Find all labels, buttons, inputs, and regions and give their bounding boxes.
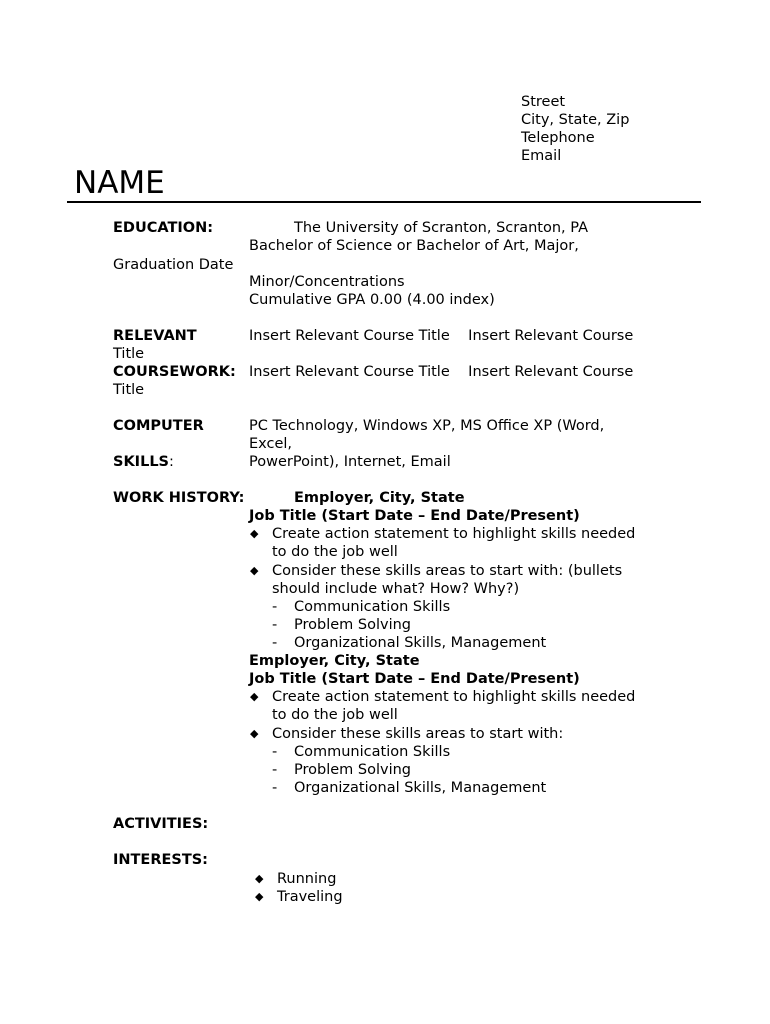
bullet-diamond-icon: ◆: [250, 727, 259, 740]
bullet-diamond-icon: ◆: [250, 690, 259, 703]
bullet-diamond-icon: ◆: [255, 890, 264, 903]
bullet-diamond-icon: ◆: [250, 564, 259, 577]
skills-line-1: PC Technology, Windows XP, MS Office XP (Word,: [249, 418, 605, 434]
job-1-sub-3: Organizational Skills, Management: [294, 635, 547, 651]
job-2-employer: Employer, City, State: [249, 653, 420, 669]
activities-heading: ACTIVITIES:: [113, 816, 209, 832]
contact-email: Email: [521, 148, 562, 164]
contact-city: City, State, Zip: [521, 112, 630, 128]
job-1-employer: Employer, City, State: [294, 490, 465, 506]
job-2-title: Job Title (Start Date – End Date/Present): [249, 671, 580, 687]
skills-heading-2-colon: :: [169, 454, 174, 470]
coursework-heading-1: RELEVANT: [113, 328, 197, 344]
dash-marker: -: [272, 780, 278, 796]
resume-name: NAME: [74, 165, 165, 201]
skills-heading-2: [113, 453, 174, 471]
interests-heading: INTERESTS:: [113, 852, 208, 868]
job-2-bullet-2-line-1: Consider these skills areas to start with:: [272, 726, 564, 742]
interest-item: Traveling: [277, 889, 343, 905]
education-gpa: Cumulative GPA 0.00 (4.00 index): [249, 292, 495, 308]
coursework-row-1: Insert Relevant Course Title Insert Relevant Course: [249, 328, 634, 344]
job-1-bullet-2-line-2: should include what? How? Why?): [272, 581, 520, 597]
job-1-bullet-2-line-1: Consider these skills areas to start with: (bullets: [272, 563, 623, 579]
dash-marker: -: [272, 617, 278, 633]
coursework-row-2-wrap: Title: [113, 382, 145, 398]
job-2-bullet-1-line-1: Create action statement to highlight skills needed: [272, 689, 636, 705]
dash-marker: -: [272, 762, 278, 778]
job-2-bullet-1-line-2: to do the job well: [272, 707, 398, 723]
education-degree: Bachelor of Science or Bachelor of Art, Major,: [249, 238, 579, 254]
job-1-title: Job Title (Start Date – End Date/Present): [249, 508, 580, 524]
work-heading: WORK HISTORY:: [113, 490, 245, 506]
skills-heading-2-text: SKILLS: [113, 454, 169, 470]
bullet-diamond-icon: ◆: [255, 872, 264, 885]
skills-line-2: Excel,: [249, 436, 293, 452]
coursework-heading-2: COURSEWORK:: [113, 364, 236, 380]
job-1-bullet-1-line-2: to do the job well: [272, 544, 398, 560]
dash-marker: -: [272, 744, 278, 760]
contact-street: Street: [521, 94, 566, 110]
education-graduation: Graduation Date: [113, 257, 234, 273]
contact-telephone: Telephone: [521, 130, 595, 146]
job-1-sub-1: Communication Skills: [294, 599, 451, 615]
education-minor: Minor/Concentrations: [249, 274, 405, 290]
coursework-row-2: Insert Relevant Course Title Insert Relevant Course: [249, 364, 634, 380]
skills-heading-1: COMPUTER: [113, 418, 204, 434]
job-2-sub-3: Organizational Skills, Management: [294, 780, 547, 796]
dash-marker: -: [272, 635, 278, 651]
name-divider: [67, 201, 701, 203]
dash-marker: -: [272, 599, 278, 615]
interest-item: Running: [277, 871, 337, 887]
bullet-diamond-icon: ◆: [250, 527, 259, 540]
job-2-sub-2: Problem Solving: [294, 762, 411, 778]
coursework-row-1-wrap: Title: [113, 346, 145, 362]
job-1-sub-2: Problem Solving: [294, 617, 411, 633]
job-2-sub-1: Communication Skills: [294, 744, 451, 760]
skills-line-3: PowerPoint), Internet, Email: [249, 454, 451, 470]
education-school: The University of Scranton, Scranton, PA: [294, 220, 589, 236]
education-heading: EDUCATION:: [113, 220, 213, 236]
job-1-bullet-1-line-1: Create action statement to highlight skills needed: [272, 526, 636, 542]
